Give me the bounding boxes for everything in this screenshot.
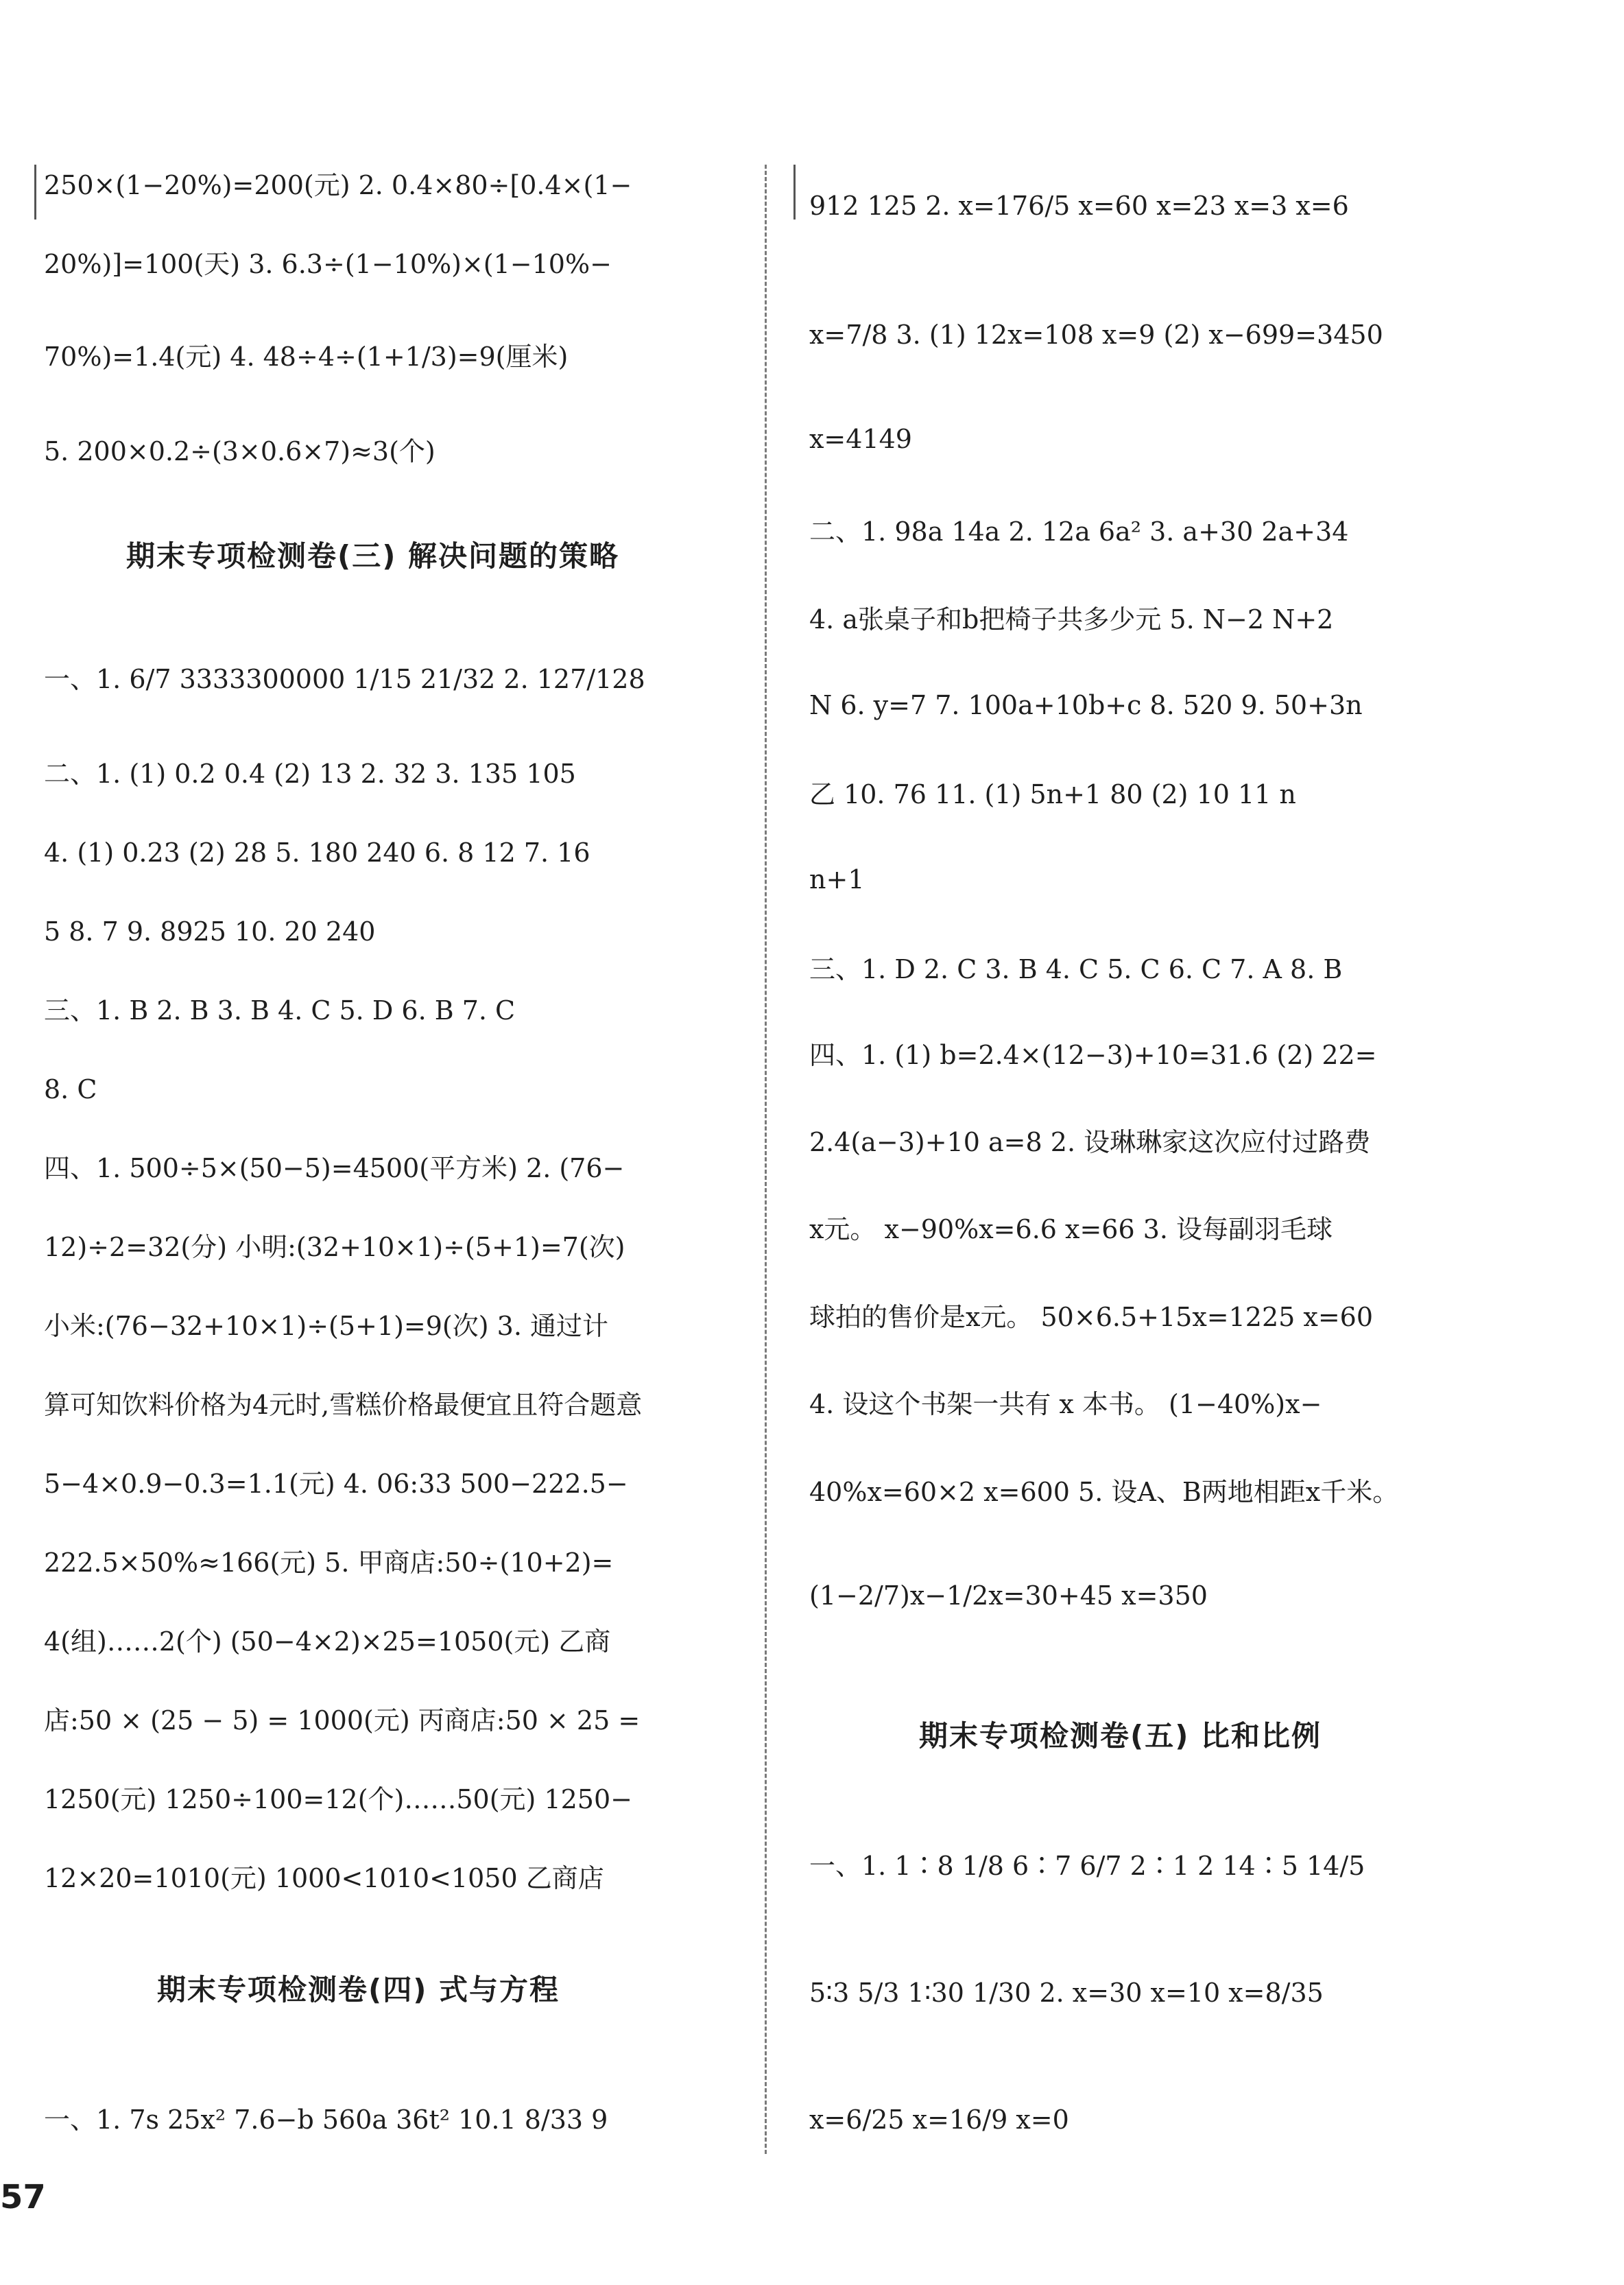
- answer-line: 5−4×0.9−0.3=1.1(元) 4. 06:33 500−222.5−: [44, 1469, 628, 1499]
- section-heading-4: 期末专项检测卷(四) 式与方程: [157, 1973, 560, 2006]
- answer-line: 8. C: [44, 1074, 97, 1104]
- answer-line: 一、1. 1∶8 1/8 6∶7 6/7 2∶1 2 14∶5 14/5: [809, 1851, 1365, 1881]
- answer-line: n+1: [809, 864, 865, 895]
- answer-line: (1−2/7)x−1/2x=30+45 x=350: [809, 1580, 1208, 1611]
- answer-line: x元。 x−90%x=6.6 x=66 3. 设每副羽毛球: [809, 1214, 1333, 1244]
- right-margin-tick: [793, 165, 796, 220]
- answer-line: 小米:(76−32+10×1)÷(5+1)=9(次) 3. 通过计: [44, 1311, 608, 1341]
- answer-line: 4(组)……2(个) (50−4×2)×25=1050(元) 乙商: [44, 1626, 611, 1657]
- answer-line: 三、1. D 2. C 3. B 4. C 5. C 6. C 7. A 8. B: [809, 954, 1343, 984]
- page-number: 57: [0, 2178, 46, 2216]
- answer-line: 912 125 2. x=176/5 x=60 x=23 x=3 x=6: [809, 191, 1349, 221]
- answer-line: 店:50 × (25 − 5) = 1000(元) 丙商店:50 × 25 =: [44, 1705, 641, 1736]
- left-margin-tick: [34, 165, 36, 220]
- answer-line: 4. (1) 0.23 (2) 28 5. 180 240 6. 8 12 7. 16: [44, 838, 590, 868]
- answer-line: 70%)=1.4(元) 4. 48÷4÷(1+1/3)=9(厘米): [44, 342, 569, 372]
- answer-line: 四、1. 500÷5×(50−5)=4500(平方米) 2. (76−: [44, 1153, 625, 1183]
- answer-line: 算可知饮料价格为4元时,雪糕价格最便宜且符合题意: [44, 1390, 643, 1420]
- answer-line: x=7/8 3. (1) 12x=108 x=9 (2) x−699=3450: [809, 320, 1383, 350]
- answer-line: 乙 10. 76 11. (1) 5n+1 80 (2) 10 11 n: [809, 779, 1296, 809]
- answer-line: 12)÷2=32(分) 小明:(32+10×1)÷(5+1)=7(次): [44, 1232, 625, 1262]
- answer-line: 一、1. 6/7 3333300000 1/15 21/32 2. 127/128: [44, 664, 645, 694]
- answer-line: N 6. y=7 7. 100a+10b+c 8. 520 9. 50+3n: [809, 690, 1363, 720]
- answer-line: 250×(1−20%)=200(元) 2. 0.4×80÷[0.4×(1−: [44, 170, 632, 200]
- answer-line: 5. 200×0.2÷(3×0.6×7)≈3(个): [44, 436, 435, 466]
- answer-line: 三、1. B 2. B 3. B 4. C 5. D 6. B 7. C: [44, 995, 516, 1026]
- answer-line: 2.4(a−3)+10 a=8 2. 设琳琳家这次应付过路费: [809, 1127, 1371, 1157]
- section-heading-5: 期末专项检测卷(五) 比和比例: [919, 1719, 1322, 1753]
- column-divider: [765, 165, 767, 2154]
- answer-line: 球拍的售价是x元。 50×6.5+15x=1225 x=60: [809, 1302, 1374, 1332]
- answer-line: 二、1. (1) 0.2 0.4 (2) 13 2. 32 3. 135 105: [44, 759, 576, 789]
- answer-line: 4. 设这个书架一共有 x 本书。 (1−40%)x−: [809, 1389, 1322, 1419]
- answer-line: 1250(元) 1250÷100=12(个)……50(元) 1250−: [44, 1784, 632, 1814]
- answer-line: 一、1. 7s 25x² 7.6−b 560a 36t² 10.1 8/33 9: [44, 2105, 608, 2135]
- answer-line: 二、1. 98a 14a 2. 12a 6a² 3. a+30 2a+34: [809, 517, 1349, 547]
- answer-line: x=6/25 x=16/9 x=0: [809, 2105, 1069, 2135]
- answer-line: 20%)]=100(天) 3. 6.3÷(1−10%)×(1−10%−: [44, 249, 612, 279]
- answer-line: 222.5×50%≈166(元) 5. 甲商店:50÷(10+2)=: [44, 1548, 614, 1578]
- answer-line: x=4149: [809, 424, 912, 454]
- answer-line: 12×20=1010(元) 1000<1010<1050 乙商店: [44, 1863, 604, 1893]
- answer-line: 5∶3 5/3 1∶30 1/30 2. x=30 x=10 x=8/35: [809, 1978, 1324, 2008]
- section-heading-3: 期末专项检测卷(三) 解决问题的策略: [126, 539, 620, 573]
- answer-line: 4. a张桌子和b把椅子共多少元 5. N−2 N+2: [809, 604, 1334, 635]
- answer-line: 四、1. (1) b=2.4×(12−3)+10=31.6 (2) 22=: [809, 1040, 1377, 1070]
- answer-line: 40%x=60×2 x=600 5. 设A、B两地相距x千米。: [809, 1477, 1399, 1507]
- answer-line: 5 8. 7 9. 8925 10. 20 240: [44, 916, 376, 947]
